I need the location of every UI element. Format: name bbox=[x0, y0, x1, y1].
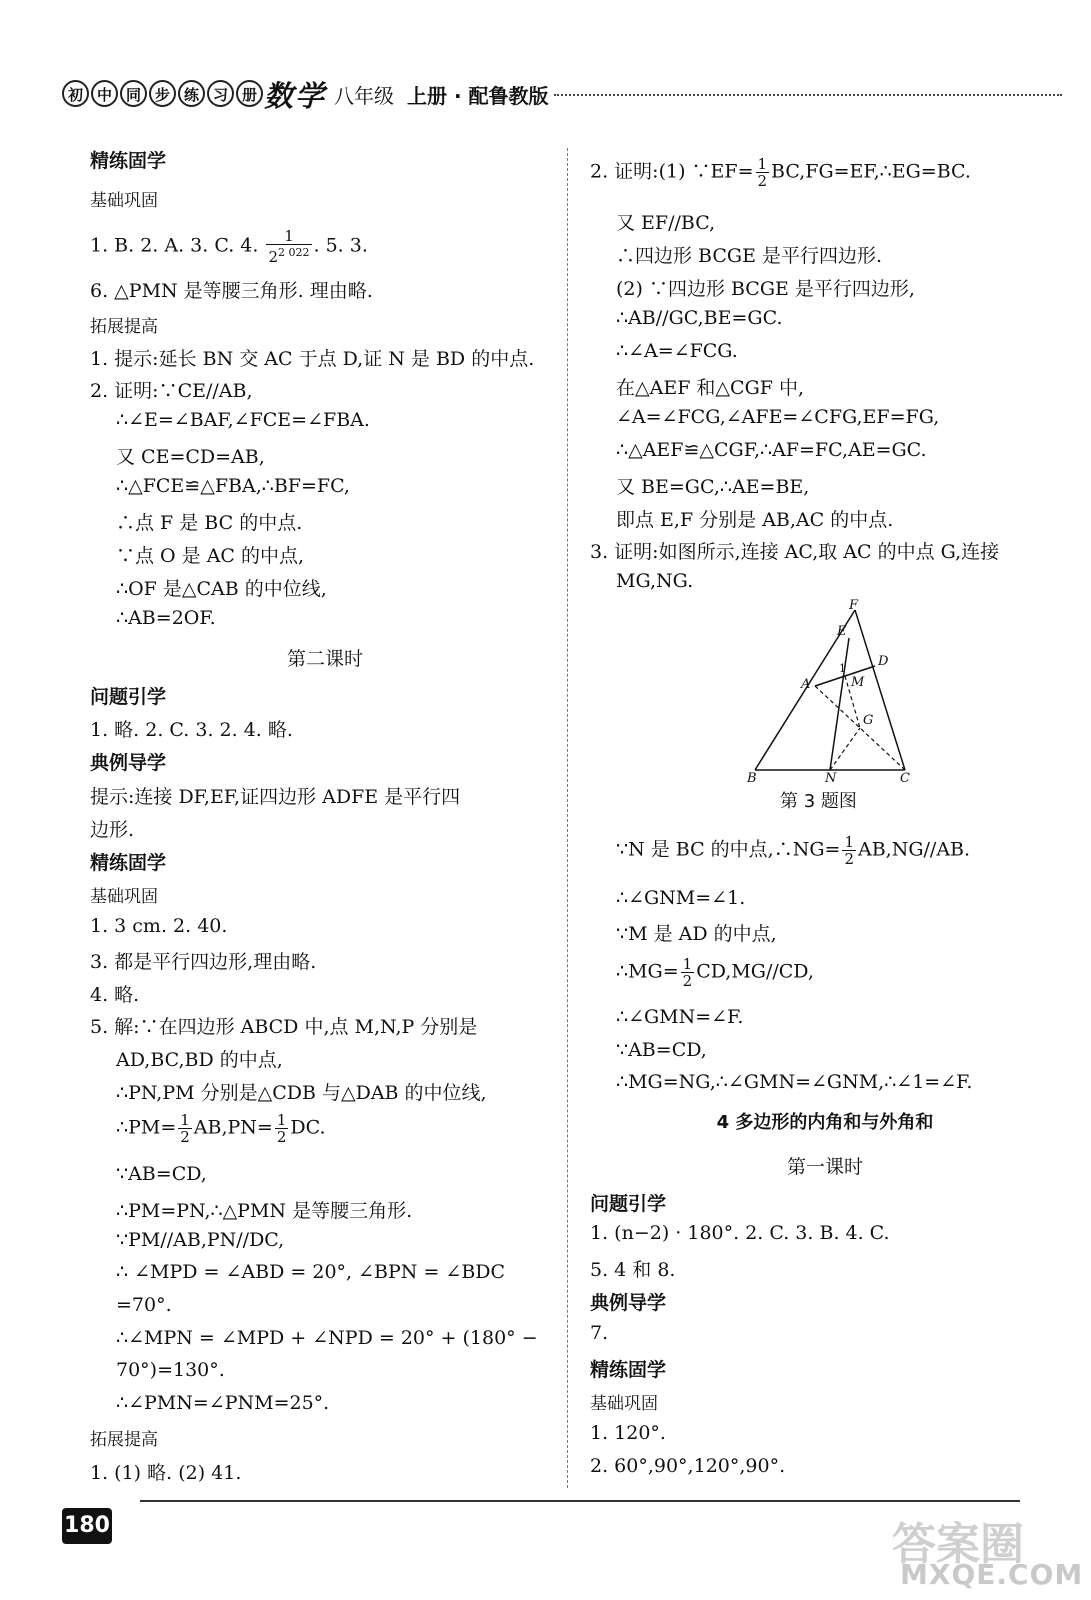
geometry-figure bbox=[745, 598, 915, 783]
series-char: 练 bbox=[178, 80, 205, 107]
watermark-url: MXQE.COM bbox=[900, 1558, 1084, 1591]
section-heading: 典例导学 bbox=[590, 1292, 667, 1314]
series-title bbox=[62, 80, 263, 107]
answer-line bbox=[90, 228, 368, 265]
fraction-numerator: 1 bbox=[844, 833, 854, 851]
fraction bbox=[178, 1112, 192, 1145]
proof-line: ∴PM=PN,∴△PMN 是等腰三角形. bbox=[116, 1200, 413, 1222]
proof-text: ∴MG= bbox=[616, 960, 679, 983]
proof-line bbox=[616, 956, 814, 989]
subsection-heading: 拓展提高 bbox=[90, 1430, 158, 1450]
proof-line: ∴AB//GC,BE=GC. bbox=[616, 307, 783, 329]
grade-label: 八年级 bbox=[334, 84, 394, 108]
fraction-denominator bbox=[266, 245, 311, 265]
column-divider bbox=[567, 148, 568, 1488]
proof-line bbox=[616, 834, 970, 867]
answer-line bbox=[590, 156, 971, 189]
proof-line bbox=[116, 1112, 326, 1145]
proof-line: ∴MG=NG,∴∠GMN=∠GNM,∴∠1=∠F. bbox=[616, 1071, 973, 1093]
footer-rule bbox=[140, 1500, 1020, 1502]
subsection-heading: 基础巩固 bbox=[90, 191, 158, 211]
lesson-title: 第一课时 bbox=[786, 1156, 863, 1178]
fraction-numerator: 1 bbox=[180, 1111, 190, 1129]
proof-line: ∴ ∠MPD = ∠ABD = 20°, ∠BPN = ∠BDC bbox=[116, 1261, 506, 1283]
answer-line: 5. 解:∵在四边形 ABCD 中,点 M,N,P 分别是 bbox=[90, 1016, 478, 1038]
proof-line: ∴∠A=∠FCG. bbox=[616, 340, 738, 362]
proof-line: 在△AEF 和△CGF 中, bbox=[616, 377, 805, 399]
proof-line: 又 BE=GC,∴AE=BE, bbox=[616, 476, 810, 498]
section-heading: 精练固学 bbox=[590, 1359, 667, 1381]
answer-line: 1. 120°. bbox=[590, 1422, 666, 1444]
proof-line: ∵点 O 是 AC 的中点, bbox=[116, 545, 305, 567]
section-heading: 精练固学 bbox=[90, 852, 167, 874]
segment-en bbox=[830, 638, 849, 770]
subsection-heading: 拓展提高 bbox=[90, 317, 158, 337]
fraction-numerator: 1 bbox=[757, 155, 768, 173]
answer-text: 1. B. 2. A. 3. C. 4. bbox=[90, 234, 265, 257]
proof-line: ∴∠GNM=∠1. bbox=[616, 887, 746, 909]
power-base: 2 bbox=[268, 248, 278, 266]
page-number: 180 bbox=[62, 1508, 112, 1544]
proof-line: ∴△AEF≌△CGF,∴AF=FC,AE=GC. bbox=[616, 439, 927, 461]
fraction bbox=[756, 156, 770, 189]
proof-line: ∴四边形 BCGE 是平行四边形. bbox=[616, 245, 883, 267]
proof-text: AB,NG//AB. bbox=[858, 838, 971, 861]
fraction bbox=[681, 956, 695, 989]
subsection-heading: 基础巩固 bbox=[90, 887, 158, 907]
answer-line: 2. 60°,90°,120°,90°. bbox=[590, 1455, 786, 1477]
fraction-denominator: 2 bbox=[180, 1128, 190, 1146]
series-char: 步 bbox=[149, 80, 176, 107]
answer-line: 2. 证明:∵CE//AB, bbox=[90, 380, 253, 402]
label-d: D bbox=[878, 654, 889, 669]
answer-text: 2. 证明:(1) ∵EF= bbox=[590, 160, 754, 183]
proof-line: ∴∠GMN=∠F. bbox=[616, 1006, 744, 1028]
answer-line: 6. △PMN 是等腰三角形. 理由略. bbox=[90, 280, 373, 302]
series-char: 册 bbox=[236, 80, 263, 107]
proof-line: ∴∠E=∠BAF,∠FCE=∠FBA. bbox=[116, 409, 370, 431]
watermark-logo: 答案圈 bbox=[892, 1519, 1024, 1570]
series-char: 中 bbox=[91, 80, 118, 107]
section-heading: 精练固学 bbox=[90, 150, 167, 172]
proof-line: ∴∠MPN = ∠MPD + ∠NPD = 20° + (180° − bbox=[116, 1327, 538, 1349]
answer-text: . 5. 3. bbox=[313, 234, 368, 257]
fraction-denominator: 2 bbox=[844, 850, 854, 868]
answer-line: 1. 提示:延长 BN 交 AC 于点 D,证 N 是 BD 的中点. bbox=[90, 348, 535, 370]
answer-line: 4. 略. bbox=[90, 984, 140, 1006]
answer-line: 5. 4 和 8. bbox=[590, 1259, 676, 1281]
fraction-numerator: 1 bbox=[266, 228, 311, 245]
subject-title: 数学 bbox=[264, 79, 327, 113]
answer-line: 7. bbox=[590, 1322, 609, 1344]
proof-text: ∴PM= bbox=[116, 1116, 177, 1139]
proof-line: ∴OF 是△CAB 的中位线, bbox=[116, 578, 327, 600]
answer-line: 3. 证明:如图所示,连接 AC,取 AC 的中点 G,连接 bbox=[590, 541, 1000, 563]
series-char: 初 bbox=[62, 80, 89, 107]
fraction bbox=[275, 1112, 289, 1145]
edition-label: 上册 · 配鲁教版 bbox=[407, 84, 549, 108]
section-heading: 典例导学 bbox=[90, 752, 167, 774]
series-char: 习 bbox=[207, 80, 234, 107]
answer-text: BC,FG=EF,∴EG=BC. bbox=[771, 160, 971, 183]
proof-line: ∴△FCE≌△FBA,∴BF=FC, bbox=[116, 475, 350, 497]
proof-line: 即点 E,F 分别是 AB,AC 的中点. bbox=[616, 509, 894, 531]
label-e: E bbox=[837, 624, 847, 639]
proof-line: ∵M 是 AD 的中点, bbox=[616, 923, 777, 945]
fraction bbox=[842, 834, 856, 867]
answer-line: 边形. bbox=[90, 819, 135, 841]
proof-line: ∵AB=CD, bbox=[616, 1039, 707, 1061]
segment-cf bbox=[855, 610, 905, 770]
label-g: G bbox=[863, 713, 874, 728]
fraction bbox=[266, 228, 311, 265]
lesson-title: 第二课时 bbox=[286, 648, 363, 670]
proof-text: AB,PN= bbox=[193, 1116, 273, 1139]
proof-text: ∵N 是 BC 的中点,∴NG= bbox=[616, 838, 841, 861]
fraction-numerator: 1 bbox=[682, 955, 693, 973]
fraction-denominator: 2 bbox=[682, 972, 693, 990]
answer-line: 1. (n−2) · 180°. 2. C. 3. B. 4. C. bbox=[590, 1222, 890, 1244]
fraction-denominator: 2 bbox=[757, 172, 768, 190]
subsection-heading: 基础巩固 bbox=[590, 1394, 658, 1414]
proof-line: 又 CE=CD=AB, bbox=[116, 446, 265, 468]
proof-line: 又 EF//BC, bbox=[616, 212, 716, 234]
answer-line: 1. 3 cm. 2. 40. bbox=[90, 915, 228, 937]
fraction-numerator: 1 bbox=[276, 1111, 287, 1129]
label-n: N bbox=[825, 771, 837, 783]
proof-line: =70°. bbox=[116, 1294, 172, 1316]
proof-line: ∵AB=CD, bbox=[116, 1163, 207, 1185]
proof-line: 70°)=130°. bbox=[116, 1359, 225, 1381]
label-angle-1: 1 bbox=[839, 662, 846, 675]
answer-line: 提示:连接 DF,EF,证四边形 ADFE 是平行四 bbox=[90, 786, 461, 808]
proof-line: ∴PN,PM 分别是△CDB 与△DAB 的中位线, bbox=[116, 1082, 487, 1104]
label-c: C bbox=[900, 771, 910, 783]
proof-line: ∵PM//AB,PN//DC, bbox=[116, 1229, 285, 1251]
label-b: B bbox=[747, 771, 757, 783]
fraction-denominator: 2 bbox=[276, 1128, 287, 1146]
power-exponent: 2 022 bbox=[278, 246, 310, 259]
proof-line: AD,BC,BD 的中点, bbox=[116, 1049, 283, 1071]
label-f: F bbox=[849, 598, 859, 613]
proof-text: DC. bbox=[290, 1116, 326, 1139]
proof-line: MG,NG. bbox=[616, 570, 694, 592]
section-title: 4 多边形的内角和与外角和 bbox=[716, 1112, 934, 1133]
header-dotted-rule bbox=[554, 94, 1062, 96]
label-m: M bbox=[851, 675, 865, 690]
section-heading: 问题引学 bbox=[590, 1193, 667, 1215]
section-heading: 问题引学 bbox=[90, 686, 167, 708]
page-header bbox=[62, 78, 1062, 112]
answer-line: 1. 略. 2. C. 3. 2. 4. 略. bbox=[90, 719, 293, 741]
answer-line: 3. 都是平行四边形,理由略. bbox=[90, 951, 317, 973]
figure-caption: 第 3 题图 bbox=[780, 791, 857, 812]
proof-line: ∴AB=2OF. bbox=[116, 607, 216, 629]
proof-text: CD,MG//CD, bbox=[696, 960, 814, 983]
label-a: A bbox=[801, 677, 811, 692]
answer-line: 1. (1) 略. (2) 41. bbox=[90, 1462, 242, 1484]
proof-line: ∠A=∠FCG,∠AFE=∠CFG,EF=FG, bbox=[616, 406, 940, 428]
series-char: 同 bbox=[120, 80, 147, 107]
proof-line: (2) ∵四边形 BCGE 是平行四边形, bbox=[616, 278, 915, 300]
proof-line: ∴∠PMN=∠PNM=25°. bbox=[116, 1392, 330, 1414]
proof-line: ∴点 F 是 BC 的中点. bbox=[116, 512, 303, 534]
